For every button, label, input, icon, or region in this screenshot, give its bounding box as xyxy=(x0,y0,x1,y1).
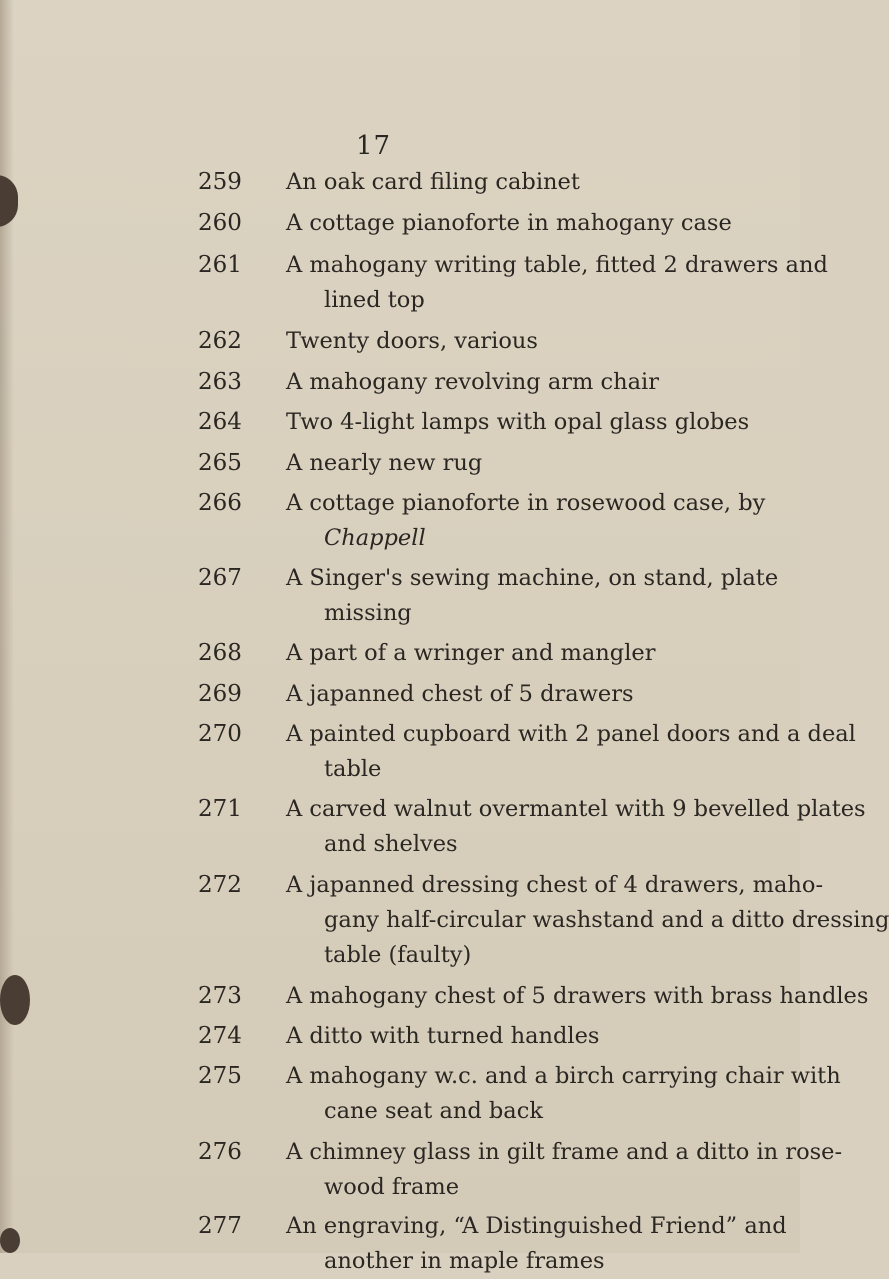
binding-hole xyxy=(0,175,18,227)
lot-number: 263 xyxy=(198,369,242,395)
lot-description xyxy=(286,677,796,712)
lot-description xyxy=(286,636,796,671)
lot-number: 260 xyxy=(198,210,242,236)
lot-description-line: A painted cupboard with 2 panel doors and a deal xyxy=(286,721,856,747)
lot-description-continuation: cane seat and back xyxy=(324,1098,543,1124)
lot-number: 276 xyxy=(198,1139,242,1165)
lot-description-line: A mahogany chest of 5 drawers with brass handles xyxy=(286,983,869,1009)
lot-description-line: Two 4-light lamps with opal glass globes xyxy=(286,409,750,435)
lot-description xyxy=(286,206,796,241)
lot-description xyxy=(286,405,796,440)
binding-hole xyxy=(0,975,30,1025)
lot-description xyxy=(286,165,796,200)
lot-description-line: A mahogany revolving arm chair xyxy=(286,369,659,395)
lot-description-line: A japanned chest of 5 drawers xyxy=(286,681,634,707)
lot-description xyxy=(286,365,796,400)
lot-number: 275 xyxy=(198,1063,242,1089)
lot-description-line: An engraving, “A Distinguished Friend” and xyxy=(286,1213,787,1239)
lot-description xyxy=(286,324,796,359)
lot-description xyxy=(286,979,869,1014)
lot-description xyxy=(286,792,866,862)
lot-description xyxy=(286,446,796,481)
lot-description xyxy=(286,717,856,787)
lot-description xyxy=(286,248,828,318)
lot-number: 262 xyxy=(198,328,242,354)
lot-description-line: A cottage pianoforte in rosewood case, by xyxy=(286,490,766,516)
lot-description-line: A cottage pianoforte in mahogany case xyxy=(286,210,732,236)
lot-description-continuation: lined top xyxy=(324,287,425,313)
lot-description-line: A nearly new rug xyxy=(286,450,483,476)
lot-number: 273 xyxy=(198,983,242,1009)
lot-number: 261 xyxy=(198,252,242,278)
lot-number: 271 xyxy=(198,796,242,822)
lot-number: 268 xyxy=(198,640,242,666)
lot-number: 264 xyxy=(198,409,242,435)
lot-description-line: A ditto with turned handles xyxy=(286,1023,600,1049)
lot-description-line: A chimney glass in gilt frame and a ditto in rose- xyxy=(286,1139,843,1165)
lot-description-line: A mahogany w.c. and a birch carrying chair with xyxy=(286,1063,841,1089)
lot-description-continuation: gany half-circular washstand and a ditto dressing xyxy=(324,907,889,933)
lot-number: 269 xyxy=(198,681,242,707)
lot-number: 266 xyxy=(198,490,242,516)
lot-description-continuation: and shelves xyxy=(324,831,458,857)
lot-description-continuation: table xyxy=(324,756,382,782)
lot-number: 259 xyxy=(198,169,242,195)
lot-description-line: An oak card filing cabinet xyxy=(286,169,580,195)
lot-description-line: A carved walnut overmantel with 9 bevelled plates xyxy=(286,796,866,822)
lot-description-line: Twenty doors, various xyxy=(286,328,538,354)
lot-description-line: A part of a wringer and mangler xyxy=(286,640,656,666)
lot-description-continuation: another in maple frames xyxy=(324,1248,605,1274)
lot-description xyxy=(286,486,796,556)
lot-description-line: A mahogany writing table, fitted 2 drawers and xyxy=(286,252,828,278)
lot-number: 267 xyxy=(198,565,242,591)
lot-number: 265 xyxy=(198,450,242,476)
lot-description-continuation: table (faulty) xyxy=(324,942,472,968)
lot-description xyxy=(286,1059,841,1129)
lot-description-line: A japanned dressing chest of 4 drawers, maho- xyxy=(286,872,824,898)
lot-description-continuation: missing xyxy=(324,600,412,626)
lot-description-line: A Singer's sewing machine, on stand, plate xyxy=(286,565,779,591)
lot-description-continuation: Chappell xyxy=(324,525,426,551)
lot-number: 270 xyxy=(198,721,242,747)
lot-number: 274 xyxy=(198,1023,242,1049)
binding-hole xyxy=(0,1228,20,1253)
lot-description xyxy=(286,1209,796,1279)
lot-number: 272 xyxy=(198,872,242,898)
lot-description xyxy=(286,868,889,973)
lot-description xyxy=(286,1135,843,1205)
lot-description-continuation: wood frame xyxy=(324,1174,460,1200)
page-number: 17 xyxy=(356,131,392,161)
lot-description xyxy=(286,1019,796,1054)
lot-description xyxy=(286,561,796,631)
lot-number: 277 xyxy=(198,1213,242,1239)
